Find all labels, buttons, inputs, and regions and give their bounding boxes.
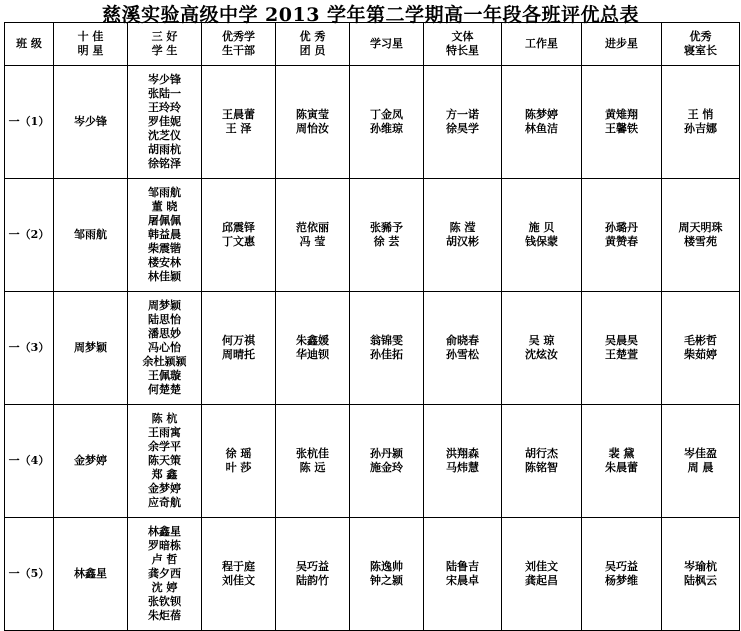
header-line: 优秀学	[222, 30, 255, 43]
sanhao-line: 柴震锴	[148, 242, 181, 255]
sanhao-line: 龚夕西	[148, 567, 181, 580]
arts-line: 陆鲁吉	[446, 560, 479, 573]
table-row	[5, 292, 740, 405]
league-line: 张杭佳	[296, 447, 329, 460]
sanhao-line: 张钦钡	[148, 595, 181, 608]
top-star-cell: 岑少锋	[54, 66, 128, 179]
header-line: 学习星	[370, 37, 403, 50]
dorm-line: 柴茹婷	[684, 348, 717, 361]
header-line: 三 好	[151, 30, 178, 43]
sanhao-cell	[128, 292, 202, 405]
study-line: 徐 芸	[373, 235, 400, 248]
sanhao-line: 王佩璇	[148, 369, 181, 382]
column-header	[54, 23, 128, 66]
award-summary-table	[4, 22, 740, 631]
cadre-line: 王晨蕾	[222, 108, 255, 121]
class-name-cell: 一（5）	[5, 518, 54, 631]
arts-cell	[424, 518, 502, 631]
sanhao-line: 陆思怡	[148, 313, 181, 326]
cadre-line: 徐 瑶	[225, 447, 252, 460]
arts-line: 俞晓春	[446, 334, 479, 347]
dorm-cell	[662, 179, 740, 292]
column-header	[128, 23, 202, 66]
arts-line: 徐昊学	[446, 122, 479, 135]
sanhao-line: 何楚楚	[148, 383, 181, 396]
column-header	[5, 23, 54, 66]
sanhao-line: 董 晓	[151, 200, 178, 213]
column-header	[662, 23, 740, 66]
sanhao-line: 岑少锋	[148, 73, 181, 86]
sanhao-line: 张陆一	[148, 87, 181, 100]
sanhao-line: 朱炬蓓	[148, 609, 181, 622]
work-line: 陈铭智	[525, 461, 558, 474]
class-name-cell: 一（1）	[5, 66, 54, 179]
league-line: 陈 远	[299, 461, 326, 474]
header-line: 特长星	[446, 44, 479, 57]
header-line: 十 佳	[77, 30, 104, 43]
header-line: 明 星	[77, 44, 104, 57]
dorm-cell	[662, 518, 740, 631]
sanhao-line: 楼安林	[148, 256, 181, 269]
work-line: 沈炫汝	[525, 348, 558, 361]
progress-line: 吴晨昊	[605, 334, 638, 347]
header-row	[5, 23, 740, 66]
work-cell	[502, 518, 582, 631]
top-star-cell: 林鑫星	[54, 518, 128, 631]
header-line: 优 秀	[299, 30, 326, 43]
cadre-cell	[202, 405, 276, 518]
work-line: 龚起昌	[525, 574, 558, 587]
sanhao-line: 胡雨杭	[148, 143, 181, 156]
cadre-cell	[202, 518, 276, 631]
cadre-line: 程于庭	[222, 560, 255, 573]
work-cell	[502, 179, 582, 292]
progress-line: 黄雉翔	[605, 108, 638, 121]
progress-cell	[582, 179, 662, 292]
arts-line: 方一诺	[446, 108, 479, 121]
top-star-cell: 邹雨航	[54, 179, 128, 292]
work-line: 胡行杰	[525, 447, 558, 460]
sanhao-line: 林佳颖	[148, 270, 181, 283]
arts-cell	[424, 66, 502, 179]
progress-line: 朱晨蕾	[605, 461, 638, 474]
league-cell	[276, 179, 350, 292]
class-name-cell: 一（4）	[5, 405, 54, 518]
column-header	[502, 23, 582, 66]
arts-line: 洪翔森	[446, 447, 479, 460]
study-cell	[350, 179, 424, 292]
league-line: 周怡汝	[296, 122, 329, 135]
cadre-cell	[202, 179, 276, 292]
sanhao-line: 王雨寓	[148, 426, 181, 439]
progress-line: 裴 黛	[608, 447, 635, 460]
sanhao-line: 陈 杭	[151, 412, 178, 425]
sanhao-cell	[128, 405, 202, 518]
progress-line: 吴巧益	[605, 560, 638, 573]
league-cell	[276, 66, 350, 179]
sanhao-line: 王玲玲	[148, 101, 181, 114]
study-line: 陈逸帅	[370, 560, 403, 573]
study-line: 钟之颍	[370, 574, 403, 587]
sanhao-line: 韩益晨	[148, 228, 181, 241]
header-line: 生干部	[222, 44, 255, 57]
progress-line: 杨梦维	[605, 574, 638, 587]
cadre-line: 刘佳文	[222, 574, 255, 587]
top-star-cell: 金梦婷	[54, 405, 128, 518]
sanhao-line: 陈天策	[148, 454, 181, 467]
dorm-cell	[662, 66, 740, 179]
arts-line: 孙雪松	[446, 348, 479, 361]
league-line: 吴巧益	[296, 560, 329, 573]
sanhao-line: 罗暗栋	[148, 539, 181, 552]
class-name-cell: 一（2）	[5, 179, 54, 292]
header-line: 团 员	[299, 44, 326, 57]
table-row	[5, 179, 740, 292]
work-line: 钱保蒙	[525, 235, 558, 248]
study-line: 张豨予	[370, 221, 403, 234]
arts-cell	[424, 405, 502, 518]
header-line: 进步星	[605, 37, 638, 50]
study-line: 翁锦雯	[370, 334, 403, 347]
league-line: 陆韵竹	[296, 574, 329, 587]
sanhao-line: 周梦颖	[148, 299, 181, 312]
league-line: 陈寅莹	[296, 108, 329, 121]
league-line: 范依丽	[296, 221, 329, 234]
sanhao-cell	[128, 179, 202, 292]
work-line: 吴 琼	[528, 334, 555, 347]
work-line: 陈梦婷	[525, 108, 558, 121]
progress-cell	[582, 405, 662, 518]
sanhao-cell	[128, 66, 202, 179]
sanhao-line: 卢 哲	[151, 553, 178, 566]
league-line: 朱鑫媛	[296, 334, 329, 347]
cadre-line: 叶 莎	[225, 461, 252, 474]
study-line: 丁金凤	[370, 108, 403, 121]
study-line: 施金玲	[370, 461, 403, 474]
sanhao-line: 沈 婷	[151, 581, 178, 594]
league-cell	[276, 292, 350, 405]
league-line: 华迪钡	[296, 348, 329, 361]
column-header	[202, 23, 276, 66]
arts-cell	[424, 179, 502, 292]
arts-cell	[424, 292, 502, 405]
column-header	[350, 23, 424, 66]
study-cell	[350, 405, 424, 518]
work-cell	[502, 405, 582, 518]
cadre-line: 丁文惠	[222, 235, 255, 248]
study-line: 孙佳拓	[370, 348, 403, 361]
dorm-line: 周天明珠	[678, 221, 723, 234]
study-line: 孙丹颍	[370, 447, 403, 460]
sanhao-line: 郑 鑫	[151, 468, 178, 481]
study-cell	[350, 292, 424, 405]
column-header	[276, 23, 350, 66]
arts-line: 胡汉彬	[446, 235, 479, 248]
dorm-cell	[662, 405, 740, 518]
progress-line: 孙璐丹	[605, 221, 638, 234]
study-cell	[350, 66, 424, 179]
progress-cell	[582, 292, 662, 405]
sanhao-line: 徐铭泽	[148, 157, 181, 170]
cadre-line: 何万祺	[222, 334, 255, 347]
progress-line: 王馨铁	[605, 122, 638, 135]
work-cell	[502, 66, 582, 179]
table-row	[5, 66, 740, 179]
cadre-line: 周晴托	[222, 348, 255, 361]
sanhao-line: 屠佩佩	[148, 214, 181, 227]
sanhao-line: 邹雨航	[148, 186, 181, 199]
header-line: 工作星	[525, 37, 558, 50]
dorm-line: 陆枫云	[684, 574, 717, 587]
cadre-cell	[202, 66, 276, 179]
sanhao-line: 余杜颍颍	[142, 355, 187, 368]
progress-cell	[582, 66, 662, 179]
dorm-line: 周 晨	[687, 461, 714, 474]
header-line: 班 级	[16, 37, 42, 50]
work-cell	[502, 292, 582, 405]
dorm-line: 孙吉娜	[684, 122, 717, 135]
dorm-line: 王 悄	[687, 108, 714, 121]
column-header	[424, 23, 502, 66]
progress-line: 王楚萱	[605, 348, 638, 361]
work-line: 施 贝	[528, 221, 555, 234]
sanhao-line: 林鑫星	[148, 525, 181, 538]
league-cell	[276, 405, 350, 518]
league-line: 冯 莹	[299, 235, 326, 248]
column-header	[582, 23, 662, 66]
header-line: 文体	[451, 30, 474, 43]
sanhao-line: 沈芝仪	[148, 129, 181, 142]
study-line: 孙维琼	[370, 122, 403, 135]
arts-line: 宋晨卓	[446, 574, 479, 587]
arts-line: 马炜慧	[446, 461, 479, 474]
sanhao-line: 潘思妙	[148, 327, 181, 340]
sanhao-line: 金梦婷	[148, 482, 181, 495]
sanhao-line: 应奇航	[148, 496, 181, 509]
sanhao-line: 余学平	[148, 440, 181, 453]
dorm-line: 毛彬哲	[684, 334, 717, 347]
arts-line: 陈 滢	[449, 221, 476, 234]
dorm-line: 岑瑜杭	[684, 560, 717, 573]
sanhao-cell	[128, 518, 202, 631]
header-line: 优秀	[689, 30, 712, 43]
cadre-line: 王 泽	[225, 122, 252, 135]
work-line: 林鱼洁	[525, 122, 558, 135]
page-title: 慈溪实验高级中学 2013 学年第二学期高一年段各班评优总表	[101, 4, 640, 26]
header-line: 学 生	[151, 44, 178, 57]
class-name-cell: 一（3）	[5, 292, 54, 405]
sanhao-line: 冯心怡	[148, 341, 181, 354]
work-line: 刘佳文	[525, 560, 558, 573]
header-line: 寝室长	[684, 44, 717, 57]
top-star-cell: 周梦颖	[54, 292, 128, 405]
cadre-cell	[202, 292, 276, 405]
dorm-line: 岑佳盈	[684, 447, 717, 460]
sanhao-line: 罗佳妮	[148, 115, 181, 128]
league-cell	[276, 518, 350, 631]
table-row	[5, 405, 740, 518]
progress-cell	[582, 518, 662, 631]
cadre-line: 邱震铎	[222, 221, 255, 234]
study-cell	[350, 518, 424, 631]
table-row	[5, 518, 740, 631]
dorm-cell	[662, 292, 740, 405]
dorm-line: 楼雪苑	[684, 235, 717, 248]
progress-line: 黄赞春	[605, 235, 638, 248]
